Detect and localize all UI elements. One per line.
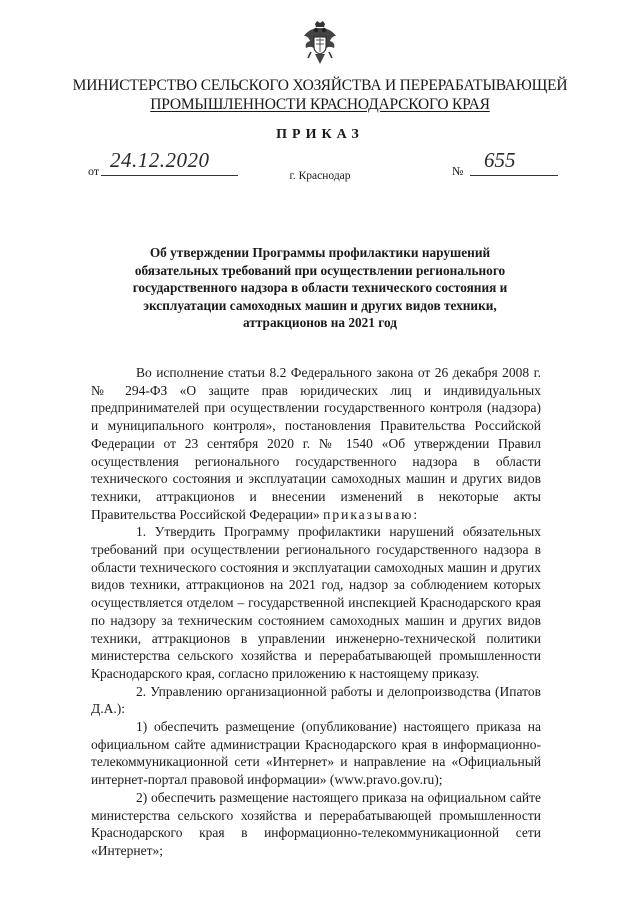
ministry-name — [70, 76, 570, 114]
preamble-text: Во исполнение статьи 8.2 Федерального закона от 26 декабря 2008 г. № 294-ФЗ «О защите прав юридических лиц и индивидуальных предпринимателей при осуществлении государственного контроля (надзора) и муниципального контроля», постановления Правительства Российской Федерации от 23 сентября 2020 г. № 1540 «Об утверждении Правил осуществления регионального государственного надзора в области технического состояния и эксплуатации самоходных машин и других видов техники, аттракционов и внесении изменений в некоторые акты Правительства Российской Федерации» — [91, 365, 541, 522]
item-2: 2. Управлению организационной работы и делопроизводства (Ипатов Д.А.): — [91, 683, 541, 717]
order-date: 24.12.2020 — [110, 148, 210, 172]
order-subject: Об утверждении Программы профилактики нарушений обязательных требований при осуществлении регионального государственного надзора в области технического состояния и эксплуатации самоходных машин и других видов техники, аттракционов на 2021 год — [132, 245, 508, 330]
order-body — [91, 364, 541, 860]
date-number-row — [88, 148, 558, 188]
item-2-1: 1) обеспечить размещение (опубликование) настоящего приказа на официальном сайте администрации Краснодарского края в информационно-телекоммуникационной сети «Интернет» и направление на «Официальный интернет-портал правовой информации» (www.pravo.gov.ru); — [91, 719, 541, 788]
city: г. Краснодар — [289, 170, 351, 182]
item-2-2: 2) обеспечить размещение настоящего приказа на официальном сайте министерства сельского хозяйства и перерабатывающей промышленности Краснодарского края в информационно-телекоммуникационной сети «Интернет»; — [91, 789, 541, 858]
orders-word: приказываю: — [323, 506, 420, 522]
order-title: ПРИКАЗ — [276, 127, 364, 142]
number-prefix: № — [452, 164, 464, 178]
item-1: 1. Утвердить Программу профилактики нарушений обязательных требований при осуществлении регионального государственного надзора в области технического состояния и эксплуатации самоходных машин и других видов техники, аттракционов на 2021 год, надзор за соблюдением которых осуществляется отделом – государственной инспекцией Краснодарского края по надзору за техническим состоянием самоходных машин и других видов техники, аттракционов в управлении инженерно-технической политики министерства сельского хозяйства и перерабатывающей промышленности Краснодарского края, согласно приложению к настоящему приказу. — [91, 524, 541, 681]
ministry-name-line1: МИНИСТЕРСТВО СЕЛЬСКОГО ХОЗЯЙСТВА И ПЕРЕРАБАТЫВАЮЩЕЙ — [72, 77, 568, 94]
preamble-paragraph — [91, 364, 541, 523]
krasnodar-coat-of-arms-icon — [302, 20, 338, 66]
ministry-name-line2: ПРОМЫШЛЕННОСТИ КРАСНОДАРСКОГО КРАЯ — [150, 96, 490, 113]
date-prefix: от — [88, 164, 100, 178]
order-number: 655 — [484, 148, 516, 172]
